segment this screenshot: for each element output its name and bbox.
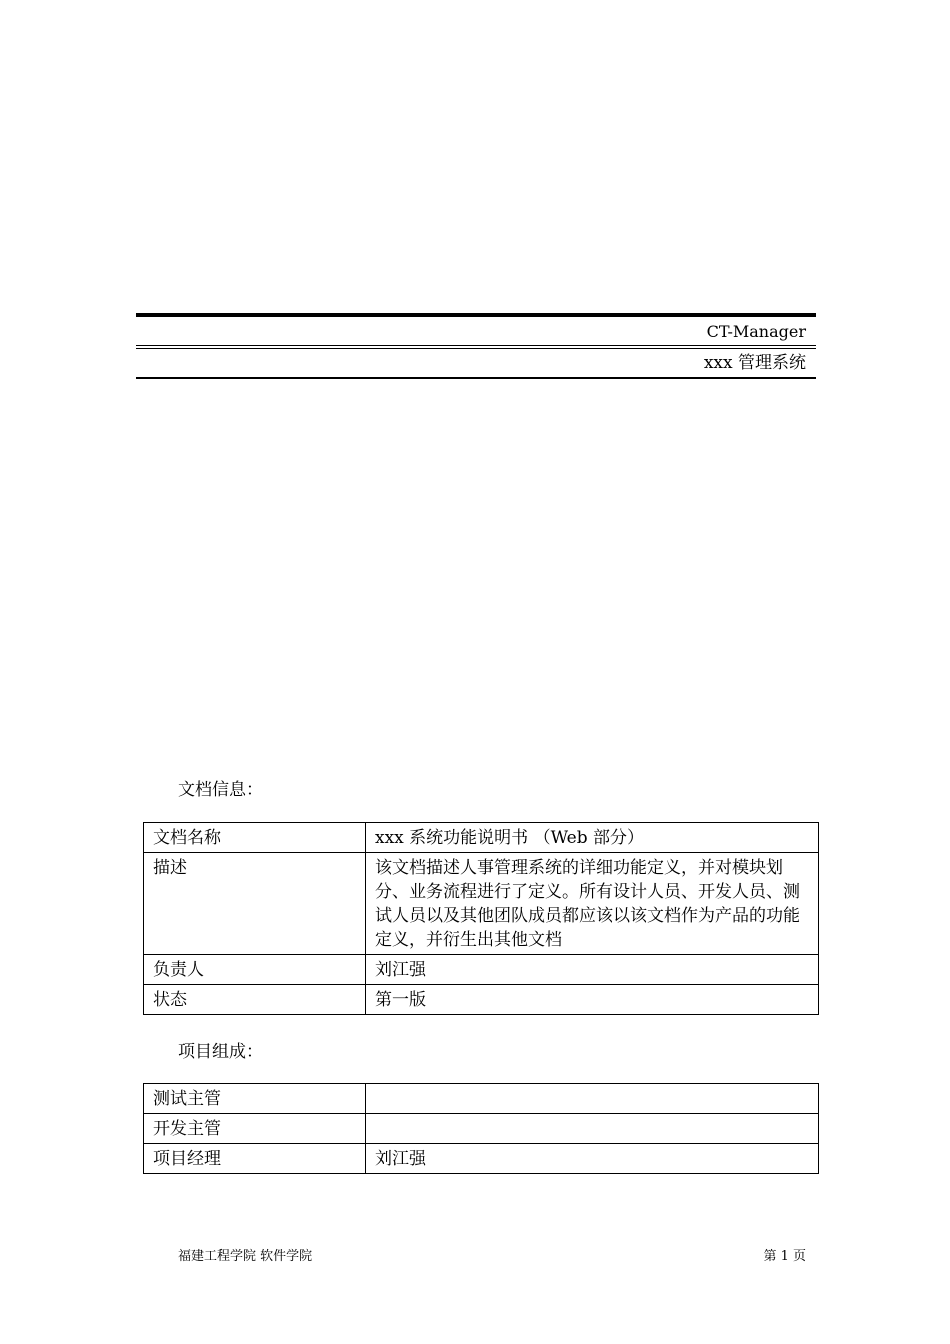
- status-label: 状态: [144, 985, 366, 1015]
- project-manager-label: 项目经理: [144, 1144, 366, 1174]
- project-table: [143, 1083, 819, 1174]
- doc-info-table: [143, 822, 819, 1015]
- table-row: [144, 1144, 819, 1174]
- table-row: [144, 1084, 819, 1114]
- doc-info-heading: 文档信息：: [178, 780, 263, 800]
- footer-page-number: 第 1 页: [763, 1249, 806, 1264]
- project-heading: 项目组成：: [178, 1042, 263, 1062]
- footer-organization: 福建工程学院 软件学院: [178, 1249, 313, 1264]
- table-row: [144, 1114, 819, 1144]
- description-label: 描述: [144, 853, 366, 955]
- owner-value: 刘江强: [366, 955, 819, 985]
- product-name: CT-Manager: [706, 322, 806, 341]
- doc-name-value: xxx 系统功能说明书 （Web 部分）: [366, 823, 819, 853]
- table-row: [144, 823, 819, 853]
- table-row: [144, 985, 819, 1015]
- system-name: xxx 管理系统: [703, 353, 806, 373]
- owner-label: 负责人: [144, 955, 366, 985]
- table-row: [144, 955, 819, 985]
- project-manager-value: 刘江强: [366, 1144, 819, 1174]
- doc-name-label: 文档名称: [144, 823, 366, 853]
- table-row: [144, 853, 819, 955]
- bottom-rule: [136, 377, 816, 379]
- top-rule: [136, 313, 816, 317]
- title-block: [136, 313, 816, 379]
- description-value: 该文档描述人事管理系统的详细功能定义，并对模块划分、业务流程进行了定义。所有设计人员、开发人员、测试人员以及其他团队成员都应该以该文档作为产品的功能定义，并衍生出其他文档: [366, 853, 819, 955]
- status-value: 第一版: [366, 985, 819, 1015]
- test-lead-value: [366, 1084, 819, 1114]
- dev-lead-value: [366, 1114, 819, 1144]
- test-lead-label: 测试主管: [144, 1084, 366, 1114]
- dev-lead-label: 开发主管: [144, 1114, 366, 1144]
